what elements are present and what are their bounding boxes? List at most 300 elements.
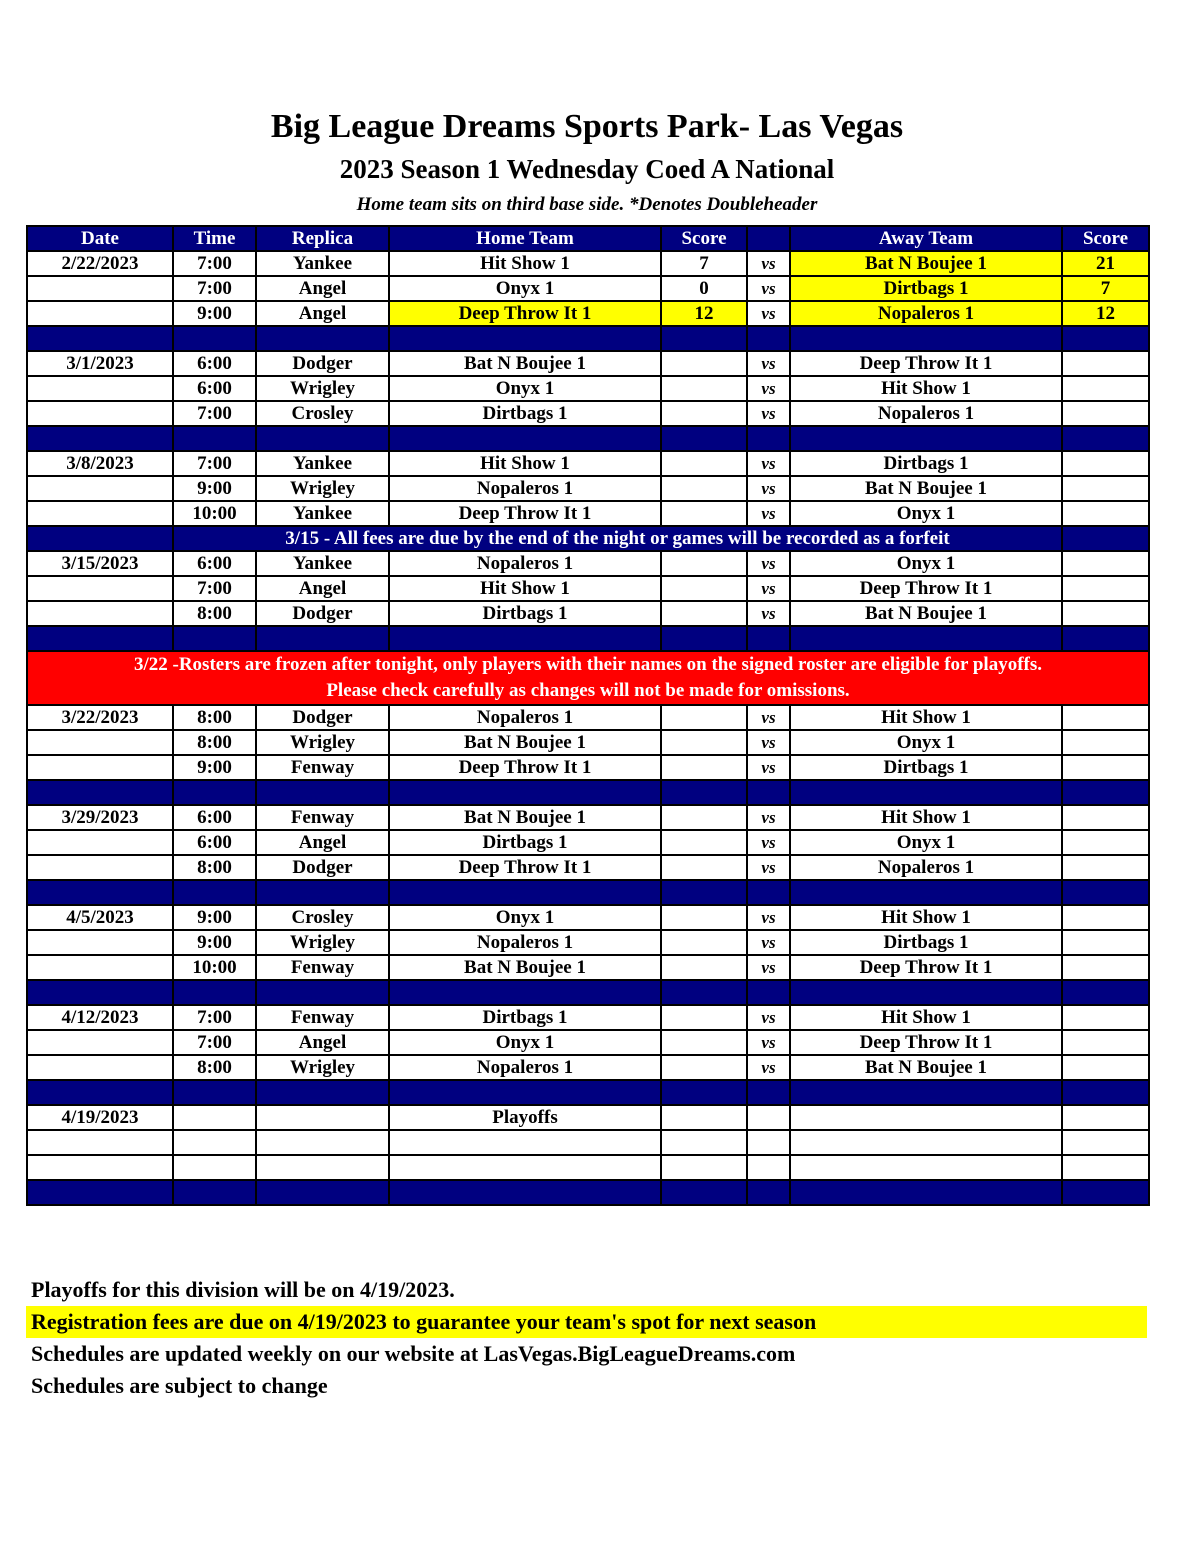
cell-home-score: [661, 955, 747, 980]
cell-vs: vs: [747, 905, 790, 930]
cell-vs: vs: [747, 276, 790, 301]
cell-time: 6:00: [173, 376, 256, 401]
separator-cell: [389, 1080, 661, 1105]
cell-home-score: [661, 905, 747, 930]
cell-home-score: [661, 1030, 747, 1055]
cell-replica: Wrigley: [256, 476, 389, 501]
cell-home: Deep Throw It 1: [389, 501, 661, 526]
separator-cell: [256, 426, 389, 451]
table-row: [27, 755, 1149, 780]
cell-vs: vs: [747, 351, 790, 376]
cell-time: 7:00: [173, 251, 256, 276]
separator-row: [27, 326, 1149, 351]
separator-cell: [389, 780, 661, 805]
separator-cell: [661, 1180, 747, 1205]
cell-time: 7:00: [173, 1030, 256, 1055]
cell-replica: Crosley: [256, 401, 389, 426]
cell-home-score: 0: [661, 276, 747, 301]
cell-replica: Yankee: [256, 251, 389, 276]
table-row: [27, 955, 1149, 980]
header-away-team: Away Team: [790, 226, 1062, 251]
separator-cell: [661, 980, 747, 1005]
cell-vs: vs: [747, 376, 790, 401]
cell-home-score: [661, 1155, 747, 1180]
separator-cell: [256, 1180, 389, 1205]
separator-cell: [1062, 780, 1149, 805]
cell-home-score: 7: [661, 251, 747, 276]
separator-cell: [1062, 326, 1149, 351]
footer-website: Schedules are updated weekly on our website at LasVegas.BigLeagueDreams.com: [31, 1341, 796, 1366]
separator-cell: [747, 880, 790, 905]
separator-cell: [27, 980, 173, 1005]
separator-cell: [27, 326, 173, 351]
cell-home: Onyx 1: [389, 376, 661, 401]
separator-cell: [27, 880, 173, 905]
separator-cell: [790, 626, 1062, 651]
notice-blank-cell: [27, 526, 173, 551]
separator-cell: [256, 880, 389, 905]
separator-cell: [27, 426, 173, 451]
cell-date: [27, 1130, 173, 1155]
separator-cell: [389, 880, 661, 905]
cell-time: 6:00: [173, 805, 256, 830]
cell-date: [27, 601, 173, 626]
cell-vs: [747, 1105, 790, 1130]
cell-away-score: [1062, 1130, 1149, 1155]
table-row: [27, 301, 1149, 326]
cell-home-score: [661, 805, 747, 830]
cell-away: Hit Show 1: [790, 805, 1062, 830]
separator-cell: [389, 326, 661, 351]
cell-away-score: 7: [1062, 276, 1149, 301]
cell-vs: vs: [747, 805, 790, 830]
header-replica: Replica: [256, 226, 389, 251]
cell-date: 2/22/2023: [27, 251, 173, 276]
table-row: [27, 476, 1149, 501]
footer-playoffs: Playoffs for this division will be on 4/19/2023.: [31, 1277, 455, 1302]
header-away-score: Score: [1062, 226, 1149, 251]
cell-home: Onyx 1: [389, 276, 661, 301]
cell-replica: Dodger: [256, 351, 389, 376]
cell-time: 10:00: [173, 955, 256, 980]
separator-cell: [790, 1180, 1062, 1205]
cell-time: 7:00: [173, 451, 256, 476]
cell-replica: [256, 1130, 389, 1155]
separator-cell: [1062, 1180, 1149, 1205]
cell-home: Hit Show 1: [389, 251, 661, 276]
cell-date: [27, 1030, 173, 1055]
cell-home-score: [661, 755, 747, 780]
table-row: [27, 930, 1149, 955]
cell-replica: Wrigley: [256, 930, 389, 955]
cell-time: 7:00: [173, 401, 256, 426]
cell-replica: Fenway: [256, 955, 389, 980]
separator-row: [27, 880, 1149, 905]
cell-home: Bat N Boujee 1: [389, 805, 661, 830]
table-row: [27, 1030, 1149, 1055]
cell-home: Nopaleros 1: [389, 930, 661, 955]
cell-date: [27, 276, 173, 301]
separator-row: [27, 1080, 1149, 1105]
cell-vs: vs: [747, 1030, 790, 1055]
separator-row: [27, 780, 1149, 805]
table-row: [27, 1005, 1149, 1030]
cell-replica: Dodger: [256, 601, 389, 626]
table-row: [27, 730, 1149, 755]
cell-away-score: 12: [1062, 301, 1149, 326]
cell-vs: vs: [747, 576, 790, 601]
separator-cell: [747, 326, 790, 351]
cell-home-score: [661, 1105, 747, 1130]
table-row: [27, 251, 1149, 276]
separator-cell: [661, 880, 747, 905]
cell-replica: [256, 1155, 389, 1180]
cell-time: 7:00: [173, 1005, 256, 1030]
cell-date: 4/19/2023: [27, 1105, 173, 1130]
separator-cell: [389, 980, 661, 1005]
cell-home: Hit Show 1: [389, 576, 661, 601]
cell-home-score: [661, 451, 747, 476]
separator-cell: [389, 1180, 661, 1205]
cell-home: Dirtbags 1: [389, 601, 661, 626]
cell-date: 3/1/2023: [27, 351, 173, 376]
cell-home: Hit Show 1: [389, 451, 661, 476]
cell-date: [27, 755, 173, 780]
cell-vs: vs: [747, 551, 790, 576]
cell-away: Onyx 1: [790, 830, 1062, 855]
table-row: [27, 905, 1149, 930]
cell-home-score: [661, 576, 747, 601]
cell-away-score: [1062, 905, 1149, 930]
cell-home: [389, 1130, 661, 1155]
cell-home: Nopaleros 1: [389, 705, 661, 730]
cell-vs: vs: [747, 855, 790, 880]
cell-home-score: [661, 705, 747, 730]
separator-cell: [790, 880, 1062, 905]
notice-blank-cell: [1062, 526, 1149, 551]
header-home-score: Score: [661, 226, 747, 251]
separator-cell: [747, 626, 790, 651]
separator-cell: [747, 1080, 790, 1105]
separator-cell: [27, 626, 173, 651]
cell-away: Bat N Boujee 1: [790, 251, 1062, 276]
table-row: [27, 705, 1149, 730]
cell-date: [27, 376, 173, 401]
cell-replica: Yankee: [256, 451, 389, 476]
cell-vs: vs: [747, 301, 790, 326]
cell-vs: vs: [747, 451, 790, 476]
cell-vs: vs: [747, 930, 790, 955]
cell-home: Dirtbags 1: [389, 830, 661, 855]
cell-away-score: [1062, 601, 1149, 626]
cell-date: [27, 855, 173, 880]
cell-replica: Yankee: [256, 501, 389, 526]
footer-registration: Registration fees are due on 4/19/2023 to guarantee your team's spot for next season: [26, 1306, 1147, 1338]
cell-home-score: [661, 855, 747, 880]
separator-cell: [790, 1080, 1062, 1105]
table-row: [27, 601, 1149, 626]
cell-time: 6:00: [173, 351, 256, 376]
cell-away-score: [1062, 551, 1149, 576]
header-home-team: Home Team: [389, 226, 661, 251]
cell-away-score: [1062, 1105, 1149, 1130]
cell-time: 9:00: [173, 301, 256, 326]
cell-replica: [256, 1105, 389, 1130]
cell-away-score: [1062, 1055, 1149, 1080]
cell-vs: vs: [747, 730, 790, 755]
cell-away-score: [1062, 930, 1149, 955]
page-subtitle: 2023 Season 1 Wednesday Coed A National: [339, 154, 835, 184]
cell-home-score: [661, 376, 747, 401]
table-row: [27, 805, 1149, 830]
cell-home-score: [661, 1055, 747, 1080]
table-row: [27, 501, 1149, 526]
cell-home-score: [661, 551, 747, 576]
separator-cell: [661, 780, 747, 805]
cell-away: Bat N Boujee 1: [790, 601, 1062, 626]
cell-date: [27, 830, 173, 855]
separator-cell: [173, 1180, 256, 1205]
cell-home: Dirtbags 1: [389, 1005, 661, 1030]
separator-cell: [661, 1080, 747, 1105]
cell-home: Deep Throw It 1: [389, 855, 661, 880]
cell-replica: Angel: [256, 576, 389, 601]
separator-cell: [1062, 1080, 1149, 1105]
cell-home: Bat N Boujee 1: [389, 955, 661, 980]
table-row: [27, 576, 1149, 601]
separator-cell: [747, 780, 790, 805]
separator-cell: [747, 426, 790, 451]
roster-alert-line-1: 3/22 -Rosters are frozen after tonight, only players with their names on the signed roster are eligible for playoffs.: [133, 654, 1043, 675]
page-title: Big League Dreams Sports Park- Las Vegas: [270, 108, 904, 145]
table-row: [27, 401, 1149, 426]
cell-away: Deep Throw It 1: [790, 1030, 1062, 1055]
cell-away-score: [1062, 1155, 1149, 1180]
cell-away-score: [1062, 755, 1149, 780]
separator-cell: [173, 426, 256, 451]
separator-cell: [256, 780, 389, 805]
separator-cell: [661, 326, 747, 351]
cell-date: [27, 501, 173, 526]
cell-away: Deep Throw It 1: [790, 576, 1062, 601]
separator-cell: [1062, 980, 1149, 1005]
cell-away-score: [1062, 351, 1149, 376]
roster-alert: [27, 651, 1149, 705]
cell-time: 10:00: [173, 501, 256, 526]
cell-date: [27, 730, 173, 755]
cell-replica: Wrigley: [256, 376, 389, 401]
cell-replica: Fenway: [256, 805, 389, 830]
cell-date: [27, 955, 173, 980]
cell-vs: vs: [747, 401, 790, 426]
cell-away: [790, 1155, 1062, 1180]
separator-cell: [173, 626, 256, 651]
cell-away-score: 21: [1062, 251, 1149, 276]
separator-cell: [790, 780, 1062, 805]
cell-time: 8:00: [173, 855, 256, 880]
cell-away: Bat N Boujee 1: [790, 476, 1062, 501]
cell-vs: vs: [747, 830, 790, 855]
schedule-note: Home team sits on third base side. *Denotes Doubleheader: [356, 194, 818, 215]
table-row: [27, 1155, 1149, 1180]
cell-replica: Yankee: [256, 551, 389, 576]
separator-cell: [790, 426, 1062, 451]
cell-date: [27, 401, 173, 426]
cell-time: 7:00: [173, 576, 256, 601]
cell-vs: vs: [747, 705, 790, 730]
cell-away: Hit Show 1: [790, 376, 1062, 401]
cell-away-score: [1062, 805, 1149, 830]
cell-away-score: [1062, 476, 1149, 501]
cell-away: Onyx 1: [790, 730, 1062, 755]
cell-replica: Angel: [256, 301, 389, 326]
cell-away-score: [1062, 501, 1149, 526]
cell-away: Hit Show 1: [790, 905, 1062, 930]
separator-cell: [389, 626, 661, 651]
cell-date: 3/15/2023: [27, 551, 173, 576]
cell-home-score: [661, 476, 747, 501]
notice-row: [27, 526, 1149, 551]
cell-date: 3/8/2023: [27, 451, 173, 476]
cell-replica: Angel: [256, 830, 389, 855]
cell-away: Nopaleros 1: [790, 301, 1062, 326]
cell-away: [790, 1105, 1062, 1130]
cell-date: 3/22/2023: [27, 705, 173, 730]
cell-replica: Wrigley: [256, 1055, 389, 1080]
table-row: [27, 551, 1149, 576]
cell-away-score: [1062, 730, 1149, 755]
cell-date: [27, 301, 173, 326]
table-row: [27, 855, 1149, 880]
cell-vs: vs: [747, 1055, 790, 1080]
cell-away: Deep Throw It 1: [790, 351, 1062, 376]
cell-home: Nopaleros 1: [389, 1055, 661, 1080]
cell-date: [27, 1055, 173, 1080]
cell-replica: Dodger: [256, 855, 389, 880]
cell-away: Nopaleros 1: [790, 401, 1062, 426]
separator-cell: [27, 1080, 173, 1105]
cell-away-score: [1062, 401, 1149, 426]
cell-home: Onyx 1: [389, 905, 661, 930]
table-row: [27, 451, 1149, 476]
cell-home-score: [661, 601, 747, 626]
cell-vs: vs: [747, 251, 790, 276]
cell-date: 4/5/2023: [27, 905, 173, 930]
cell-away-score: [1062, 705, 1149, 730]
cell-vs: vs: [747, 955, 790, 980]
cell-home: Nopaleros 1: [389, 551, 661, 576]
cell-replica: Wrigley: [256, 730, 389, 755]
cell-home-score: 12: [661, 301, 747, 326]
cell-home-score: [661, 730, 747, 755]
cell-away: Dirtbags 1: [790, 451, 1062, 476]
schedule-table: [26, 225, 1150, 1206]
separator-cell: [256, 1080, 389, 1105]
separator-row: [27, 426, 1149, 451]
header-time: Time: [173, 226, 256, 251]
cell-replica: Fenway: [256, 1005, 389, 1030]
cell-time: 8:00: [173, 730, 256, 755]
cell-home: Deep Throw It 1: [389, 301, 661, 326]
cell-vs: vs: [747, 601, 790, 626]
separator-row: [27, 626, 1149, 651]
cell-time: 6:00: [173, 830, 256, 855]
separator-cell: [747, 980, 790, 1005]
cell-away: Dirtbags 1: [790, 755, 1062, 780]
separator-cell: [173, 880, 256, 905]
separator-cell: [747, 1180, 790, 1205]
cell-away-score: [1062, 576, 1149, 601]
separator-cell: [256, 326, 389, 351]
cell-replica: Angel: [256, 1030, 389, 1055]
cell-date: [27, 930, 173, 955]
separator-cell: [661, 626, 747, 651]
table-row: [27, 351, 1149, 376]
cell-away-score: [1062, 376, 1149, 401]
cell-replica: Crosley: [256, 905, 389, 930]
cell-time: [173, 1105, 256, 1130]
separator-cell: [173, 980, 256, 1005]
separator-cell: [790, 980, 1062, 1005]
separator-cell: [173, 780, 256, 805]
cell-home: Playoffs: [389, 1105, 661, 1130]
cell-home-score: [661, 930, 747, 955]
cell-vs: [747, 1130, 790, 1155]
separator-cell: [173, 1080, 256, 1105]
cell-date: 3/29/2023: [27, 805, 173, 830]
cell-time: 6:00: [173, 551, 256, 576]
roster-alert-row: [27, 651, 1149, 705]
cell-time: 9:00: [173, 476, 256, 501]
separator-cell: [173, 326, 256, 351]
cell-home: Onyx 1: [389, 1030, 661, 1055]
cell-away-score: [1062, 855, 1149, 880]
cell-away: Hit Show 1: [790, 1005, 1062, 1030]
separator-cell: [1062, 626, 1149, 651]
separator-cell: [1062, 880, 1149, 905]
cell-vs: vs: [747, 1005, 790, 1030]
cell-date: [27, 576, 173, 601]
cell-vs: vs: [747, 755, 790, 780]
cell-time: 8:00: [173, 705, 256, 730]
separator-row: [27, 980, 1149, 1005]
cell-away: Hit Show 1: [790, 705, 1062, 730]
table-row: [27, 1130, 1149, 1155]
separator-cell: [27, 1180, 173, 1205]
cell-vs: [747, 1155, 790, 1180]
separator-row: [27, 1180, 1149, 1205]
cell-away-score: [1062, 955, 1149, 980]
header-date: Date: [27, 226, 173, 251]
separator-cell: [256, 980, 389, 1005]
cell-away: [790, 1130, 1062, 1155]
cell-home-score: [661, 1130, 747, 1155]
cell-away-score: [1062, 1005, 1149, 1030]
cell-vs: vs: [747, 501, 790, 526]
separator-cell: [1062, 426, 1149, 451]
cell-replica: Angel: [256, 276, 389, 301]
cell-home: [389, 1155, 661, 1180]
cell-home-score: [661, 830, 747, 855]
cell-away: Bat N Boujee 1: [790, 1055, 1062, 1080]
cell-away: Deep Throw It 1: [790, 955, 1062, 980]
header-vs: [747, 226, 790, 251]
cell-vs: vs: [747, 476, 790, 501]
separator-cell: [256, 626, 389, 651]
cell-home: Dirtbags 1: [389, 401, 661, 426]
cell-date: 4/12/2023: [27, 1005, 173, 1030]
cell-home-score: [661, 401, 747, 426]
